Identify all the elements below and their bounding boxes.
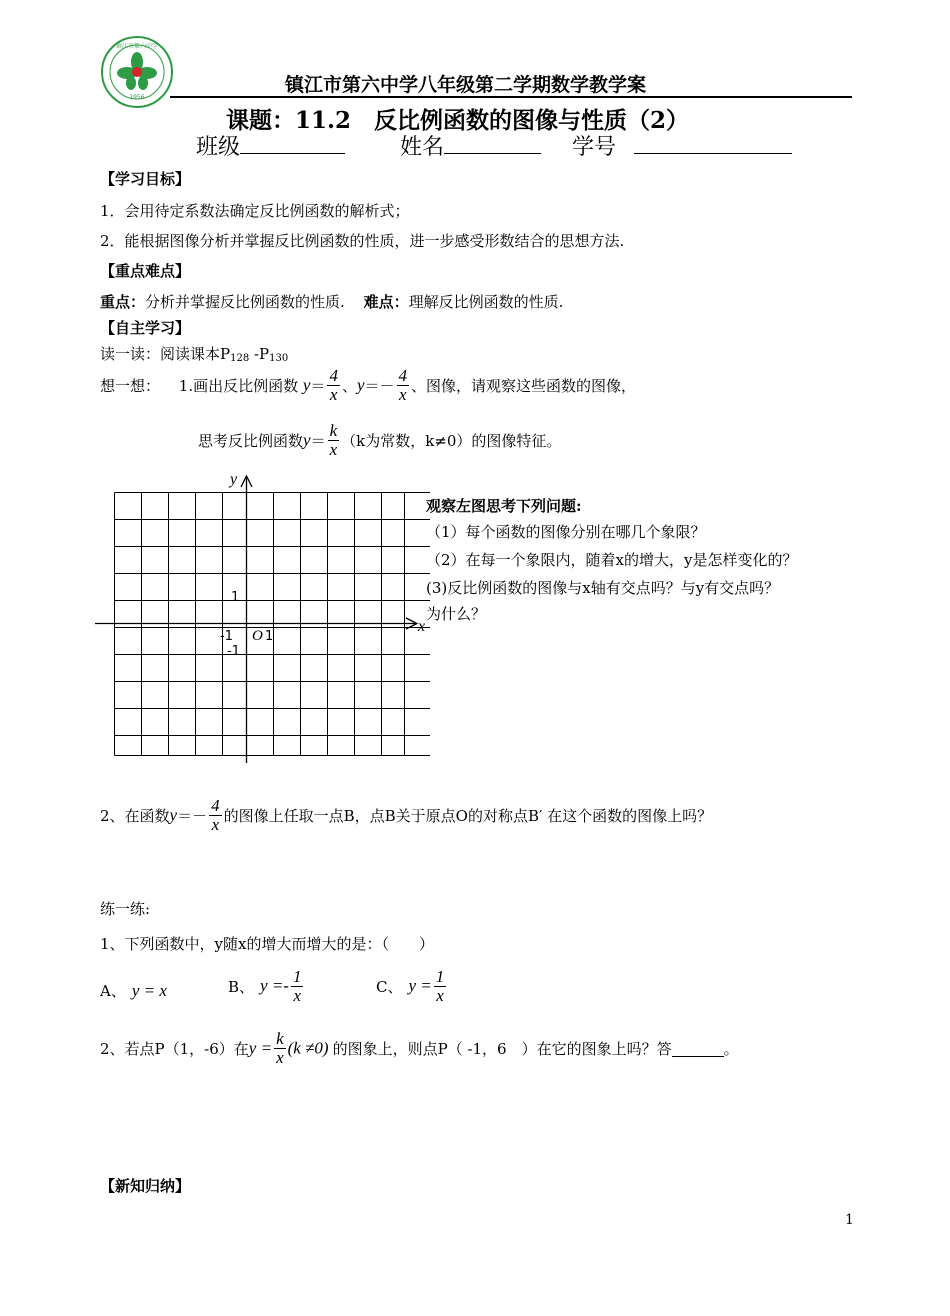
option-c-den: x bbox=[436, 985, 444, 1005]
practice-q2-den: x bbox=[276, 1047, 284, 1067]
f2-lhs: y bbox=[356, 375, 365, 395]
option-b-den: x bbox=[293, 985, 301, 1005]
school-logo bbox=[100, 35, 174, 109]
q2-fraction bbox=[209, 797, 222, 834]
f-sep: 、 bbox=[341, 376, 357, 395]
class-label: 班级 bbox=[196, 135, 241, 160]
option-c bbox=[376, 968, 448, 1005]
y-axis-label: y bbox=[230, 471, 238, 488]
think-q1-suffix: 、图像，请观察这些函数的图像， bbox=[411, 376, 637, 395]
option-c-num: 1 bbox=[435, 967, 445, 986]
f1-den: x bbox=[329, 384, 338, 404]
goal-item-1: 1．会用待定系数法确定反比例函数的解析式； bbox=[100, 202, 410, 220]
key-text: 分析并掌握反比例函数的性质. bbox=[145, 293, 345, 311]
practice-heading: 练一练: bbox=[100, 900, 151, 918]
read-text: 读一读：阅读课本P bbox=[100, 345, 231, 363]
observe-q1: （1）每个函数的图像分别在哪几个象限？ bbox=[426, 523, 706, 541]
f1-num: 4 bbox=[329, 366, 338, 385]
f2-num: 4 bbox=[398, 366, 408, 385]
f3-den: x bbox=[329, 439, 338, 459]
practice-q2 bbox=[100, 1030, 739, 1067]
practice-q2-suffix: 的图象上，则点P（ -1，6 ）在它的图象上吗？答 bbox=[332, 1039, 672, 1058]
keypoints-row bbox=[100, 291, 563, 312]
tick-x-pos: 1 bbox=[265, 629, 274, 644]
option-b-label: B、 bbox=[228, 977, 255, 996]
diff-label: 难点： bbox=[363, 293, 409, 311]
observe-heading: 观察左图思考下列问题: bbox=[426, 497, 582, 515]
think-line-1 bbox=[100, 367, 636, 404]
practice-q2-end: 。 bbox=[723, 1039, 739, 1058]
header-rule bbox=[170, 96, 852, 98]
info-row bbox=[196, 130, 792, 161]
observe-q3b: 为什么？ bbox=[426, 605, 487, 623]
keypoints-heading: 【重点难点】 bbox=[100, 262, 191, 280]
option-c-lhs: y = bbox=[408, 976, 432, 996]
f2-eq: ＝－ bbox=[364, 376, 395, 395]
practice-q2-prefix: 2、若点P（1，-6）在 bbox=[100, 1039, 249, 1058]
practice-q2-cond: (k ≠0) bbox=[287, 1038, 329, 1058]
think-line-2 bbox=[198, 422, 561, 459]
f3-fraction bbox=[328, 422, 340, 459]
option-b bbox=[228, 968, 305, 1005]
q2-suffix: 的图像上任取一点B，点B关于原点O的对称点B′ 在这个函数的图像上吗？ bbox=[223, 806, 713, 825]
think-q1-prefix: 1.画出反比例函数 bbox=[178, 376, 299, 395]
think-q1b-suffix: （k为常数，k≠0）的图像特征。 bbox=[341, 431, 562, 450]
think-q1b-prefix: 思考反比例函数 bbox=[198, 431, 304, 450]
x-axis-label: x bbox=[418, 618, 426, 635]
observe-q3: (3)反比例函数的图像与x轴有交点吗？与y有交点吗？ bbox=[426, 579, 780, 597]
coordinate-grid bbox=[90, 468, 430, 768]
practice-q2-num: k bbox=[276, 1029, 284, 1048]
goal-item-2: 2．能根据图像分析并掌握反比例函数的性质，进一步感受形数结合的思想方法. bbox=[100, 232, 625, 250]
tick-y-neg: -1 bbox=[227, 644, 240, 659]
svg-text:1956: 1956 bbox=[129, 94, 145, 101]
diff-text: 理解反比例函数的性质. bbox=[408, 293, 564, 311]
read-line bbox=[100, 343, 288, 364]
origin-label: O bbox=[252, 628, 263, 644]
tick-y-pos: 1 bbox=[231, 590, 240, 605]
option-b-fraction bbox=[291, 968, 304, 1005]
q2-f-lhs: y bbox=[169, 805, 178, 825]
f3-num: k bbox=[329, 421, 338, 440]
q2-f-eq: ＝－ bbox=[177, 806, 208, 825]
q2-prefix: 2、在函数 bbox=[100, 806, 170, 825]
tick-x-neg: -1 bbox=[220, 629, 233, 644]
f1-fraction bbox=[327, 367, 340, 404]
option-a bbox=[100, 980, 167, 1001]
school-title: 镇江市第六中学八年级第二学期数学教学案 bbox=[285, 74, 647, 96]
question-2 bbox=[100, 797, 712, 834]
f2-den: x bbox=[399, 384, 407, 404]
read-page-start: 128 bbox=[230, 353, 250, 364]
option-a-label: A、 bbox=[100, 982, 126, 1000]
option-c-fraction bbox=[434, 968, 447, 1005]
svg-text:镇江市第六中学: 镇江市第六中学 bbox=[115, 43, 159, 50]
option-c-label: C、 bbox=[376, 977, 403, 996]
think-label: 想一想： bbox=[100, 376, 161, 395]
f3-eq: ＝ bbox=[310, 431, 326, 450]
read-text-mid: -P bbox=[249, 345, 270, 363]
key-label: 重点： bbox=[100, 293, 146, 311]
option-b-num: 1 bbox=[292, 967, 302, 986]
name-field[interactable] bbox=[444, 133, 541, 154]
page-number: 1 bbox=[845, 1212, 854, 1228]
name-label: 姓名 bbox=[400, 135, 445, 160]
goals-heading: 【学习目标】 bbox=[100, 170, 191, 188]
practice-q1: 1、下列函数中，y随x的增大而增大的是：（ ） bbox=[100, 935, 434, 953]
f3-lhs: y bbox=[303, 430, 311, 450]
q2-num: 4 bbox=[211, 796, 220, 815]
observe-q2: （2）在每一个象限内，随着x的增大，y是怎样变化的？ bbox=[426, 551, 798, 569]
f1-lhs: y bbox=[302, 375, 311, 395]
answer-field[interactable] bbox=[672, 1040, 724, 1057]
class-field[interactable] bbox=[240, 133, 345, 154]
practice-q2-lhs: y = bbox=[248, 1038, 273, 1058]
page-title: 课题：11.2 反比例函数的图像与性质（2） bbox=[226, 107, 690, 134]
number-field[interactable] bbox=[634, 133, 792, 154]
option-a-expr: y = x bbox=[131, 981, 167, 1000]
f1-eq: ＝ bbox=[310, 376, 326, 395]
summary-heading: 【新知归纳】 bbox=[100, 1177, 191, 1195]
number-label: 学号 bbox=[572, 135, 617, 160]
q2-den: x bbox=[211, 814, 220, 834]
selfstudy-heading: 【自主学习】 bbox=[100, 319, 191, 337]
read-page-end: 130 bbox=[269, 353, 289, 364]
f2-fraction bbox=[397, 367, 410, 404]
option-b-lhs: y =- bbox=[260, 976, 289, 996]
practice-q2-fraction bbox=[274, 1030, 286, 1067]
